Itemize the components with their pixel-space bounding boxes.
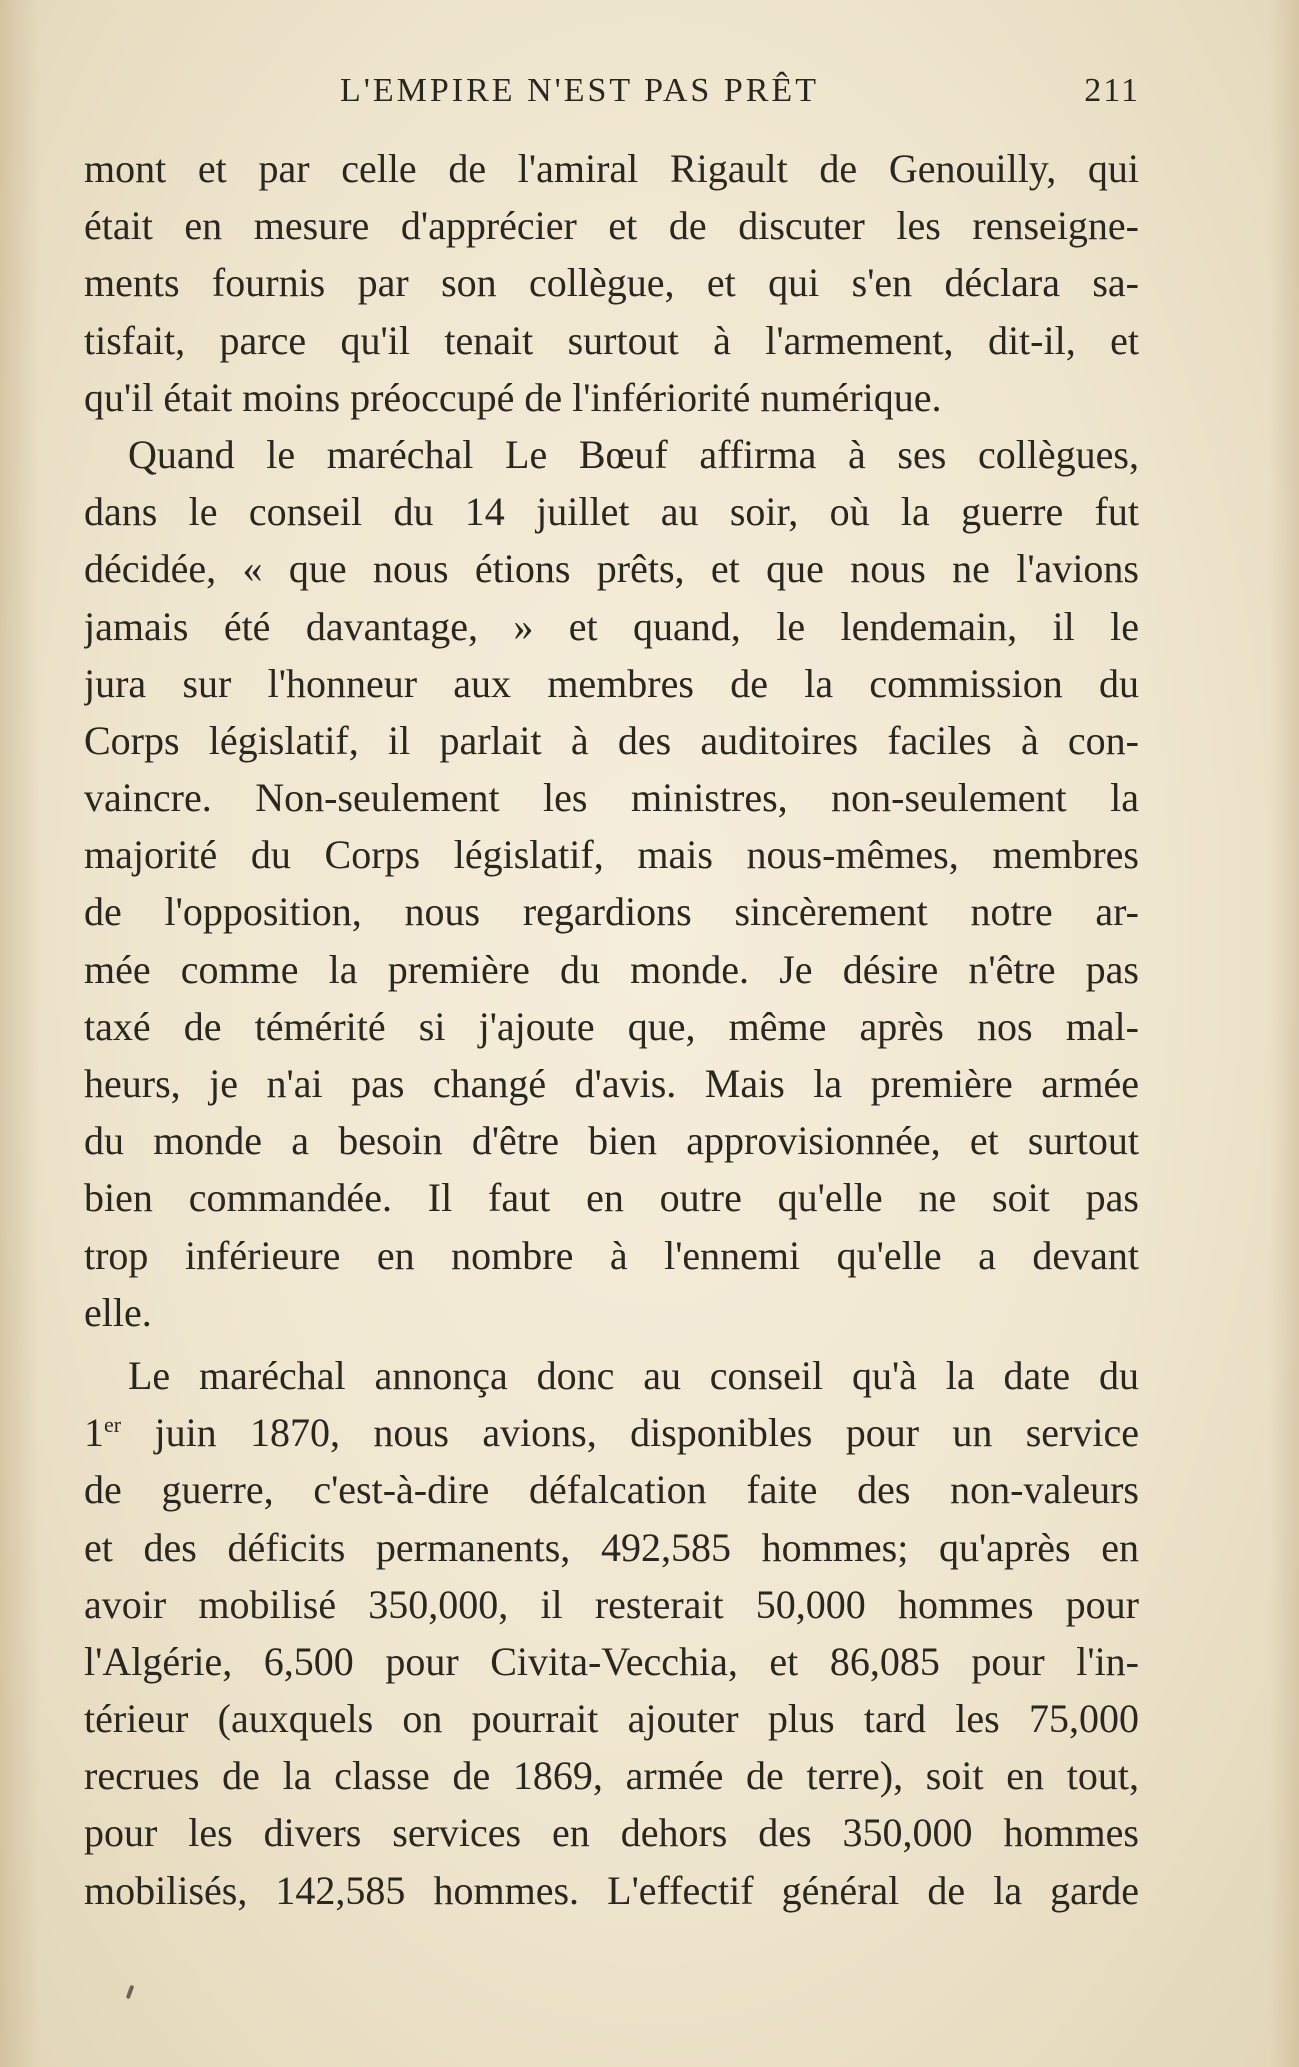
text-line: du monde a besoin d'être bien approvisionnée, et surtout xyxy=(84,1118,1139,1164)
text-line: heurs, je n'ai pas changé d'avis. Mais la première armée xyxy=(84,1061,1139,1106)
text-line: et des déficits permanents, 492,585 hommes; qu'après en xyxy=(84,1524,1139,1570)
text-line: majorité du Corps législatif, mais nous-mêmes, membres xyxy=(84,832,1139,878)
text-line: recrues de la classe de 1869, armée de terre), soit en tout, xyxy=(84,1753,1139,1799)
text-line: mobilisés, 142,585 hommes. L'effectif général de la garde xyxy=(84,1867,1139,1913)
text-line: elle. xyxy=(84,1289,152,1335)
text-line: de l'opposition, nous regardions sincèrement notre ar- xyxy=(84,889,1139,935)
date-ordinal-number: 1 xyxy=(84,1410,104,1456)
text-line: de guerre, c'est-à-dire défalcation faite des non-valeurs xyxy=(84,1467,1139,1513)
text-line: térieur (auxquels on pourrait ajouter plus tard les 75,000 xyxy=(84,1696,1139,1742)
text-line: jamais été davantage, » et quand, le lendemain, il le xyxy=(84,603,1139,649)
body-text xyxy=(84,140,1139,1919)
text-line: pour les divers services en dehors des 350,000 hommes xyxy=(84,1810,1139,1856)
ink-speck xyxy=(126,1985,135,2000)
text-line: Le maréchal annonça donc au conseil qu'à la date du xyxy=(128,1352,1139,1398)
text-line: bien commandée. Il faut en outre qu'elle ne soit pas xyxy=(84,1175,1139,1221)
running-title: L'EMPIRE N'EST PAS PRÊT xyxy=(340,72,819,109)
text-line: mée comme la première du monde. Je désire n'être pas xyxy=(84,946,1139,992)
text-line: décidée, « que nous étions prêts, et que nous ne l'avions xyxy=(84,546,1139,592)
text-line: dans le conseil du 14 juillet au soir, où la guerre fut xyxy=(84,489,1139,535)
text-line-remainder: juin 1870, nous avions, disponibles pour un service xyxy=(154,1410,1139,1456)
text-line: mont et par celle de l'amiral Rigault de Genouilly, qui xyxy=(84,146,1139,191)
page-header xyxy=(340,72,1140,112)
page-number: 211 xyxy=(1084,72,1140,109)
text-line: jura sur l'honneur aux membres de la commission du xyxy=(84,660,1139,706)
text-line: Corps législatif, il parlait à des auditoires faciles à con- xyxy=(84,717,1139,763)
text-line: ments fournis par son collègue, et qui s'en déclara sa- xyxy=(84,260,1139,306)
text-line: qu'il était moins préoccupé de l'infériorité numérique. xyxy=(84,374,942,420)
text-line: trop inférieure en nombre à l'ennemi qu'elle a devant xyxy=(84,1232,1139,1278)
text-line: avoir mobilisé 350,000, il resterait 50,000 hommes pour xyxy=(84,1581,1139,1627)
page-edge-shadow-right xyxy=(1269,0,1299,2067)
text-line: taxé de témérité si j'ajoute que, même après nos mal- xyxy=(84,1003,1139,1049)
text-line-with-ordinal xyxy=(84,1404,1139,1461)
text-line: était en mesure d'apprécier et de discuter les renseigne- xyxy=(84,203,1139,249)
page-edge-shadow-left xyxy=(0,0,40,2067)
date-ordinal-superscript: er xyxy=(104,1412,122,1438)
text-line: tisfait, parce qu'il tenait surtout à l'armement, dit-il, et xyxy=(84,317,1139,363)
date-ordinal xyxy=(84,1410,121,1455)
text-line: l'Algérie, 6,500 pour Civita-Vecchia, et 86,085 pour l'in- xyxy=(84,1638,1139,1684)
text-line: vaincre. Non-seulement les ministres, non-seulement la xyxy=(84,775,1139,821)
text-line: Quand le maréchal Le Bœuf affirma à ses collègues, xyxy=(128,431,1139,477)
